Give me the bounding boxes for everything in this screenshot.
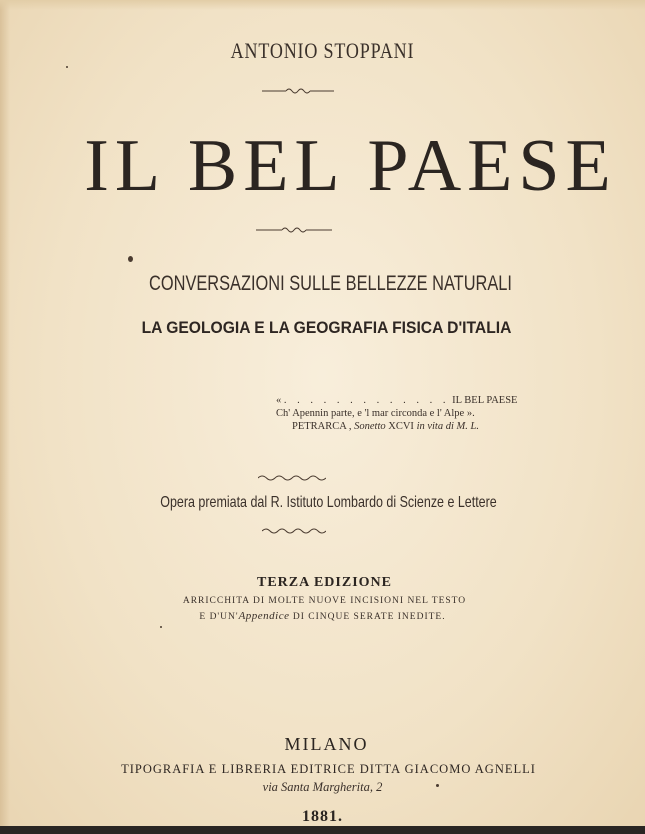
wavy-rule-icon — [262, 526, 326, 536]
foxing-spot — [436, 784, 439, 787]
foxing-spot — [128, 256, 133, 262]
page-top-shadow — [0, 0, 645, 10]
edition-label: TERZA EDIZIONE — [257, 575, 392, 590]
enrichment-line-2: E D'UN'Appendice DI CINQUE SERATE INEDITE. — [199, 610, 446, 622]
enrichment-line-1: ARRICCHITA DI MOLTE NUOVE INCISIONI NEL TESTO — [182, 596, 467, 606]
printer-name: TIPOGRAFIA E LIBRERIA EDITRICE DITTA GIACOMO AGNELLI — [121, 762, 536, 776]
foxing-spot — [66, 66, 68, 68]
publication-city: MILANO — [284, 734, 369, 754]
epigraph — [276, 394, 517, 433]
epigraph-line-2: Ch' Apennin parte, e 'l mar circonda e l' Alpe ». — [276, 408, 475, 419]
ornament-divider-icon — [262, 86, 334, 96]
printer-address: via Santa Margherita, 2 — [262, 780, 383, 794]
foxing-spot — [160, 626, 162, 628]
author-name: ANTONIO STOPPANI — [230, 38, 415, 63]
award-statement: Opera premiata dal R. Istituto Lombardo di Scienze e Lettere — [160, 494, 497, 511]
epigraph-line-1: « . . . . . . . . . . . . . IL BEL PAESE — [276, 395, 518, 406]
subtitle-line-2: LA GEOLOGIA E LA GEOGRAFIA FISICA D'ITALIA — [141, 318, 512, 337]
page-bottom-edge — [0, 826, 645, 834]
book-title: IL BEL PAESE — [84, 125, 617, 207]
page-edge-shadow — [0, 0, 10, 834]
epigraph-line-3: PETRARCA , Sonetto XCVI in vita di M. L. — [292, 421, 479, 432]
wavy-rule-icon — [258, 473, 326, 483]
publication-year: 1881. — [302, 808, 343, 825]
subtitle-line-1: CONVERSAZIONI SULLE BELLEZZE NATURALI — [149, 272, 512, 295]
ornament-divider-icon — [256, 225, 332, 235]
